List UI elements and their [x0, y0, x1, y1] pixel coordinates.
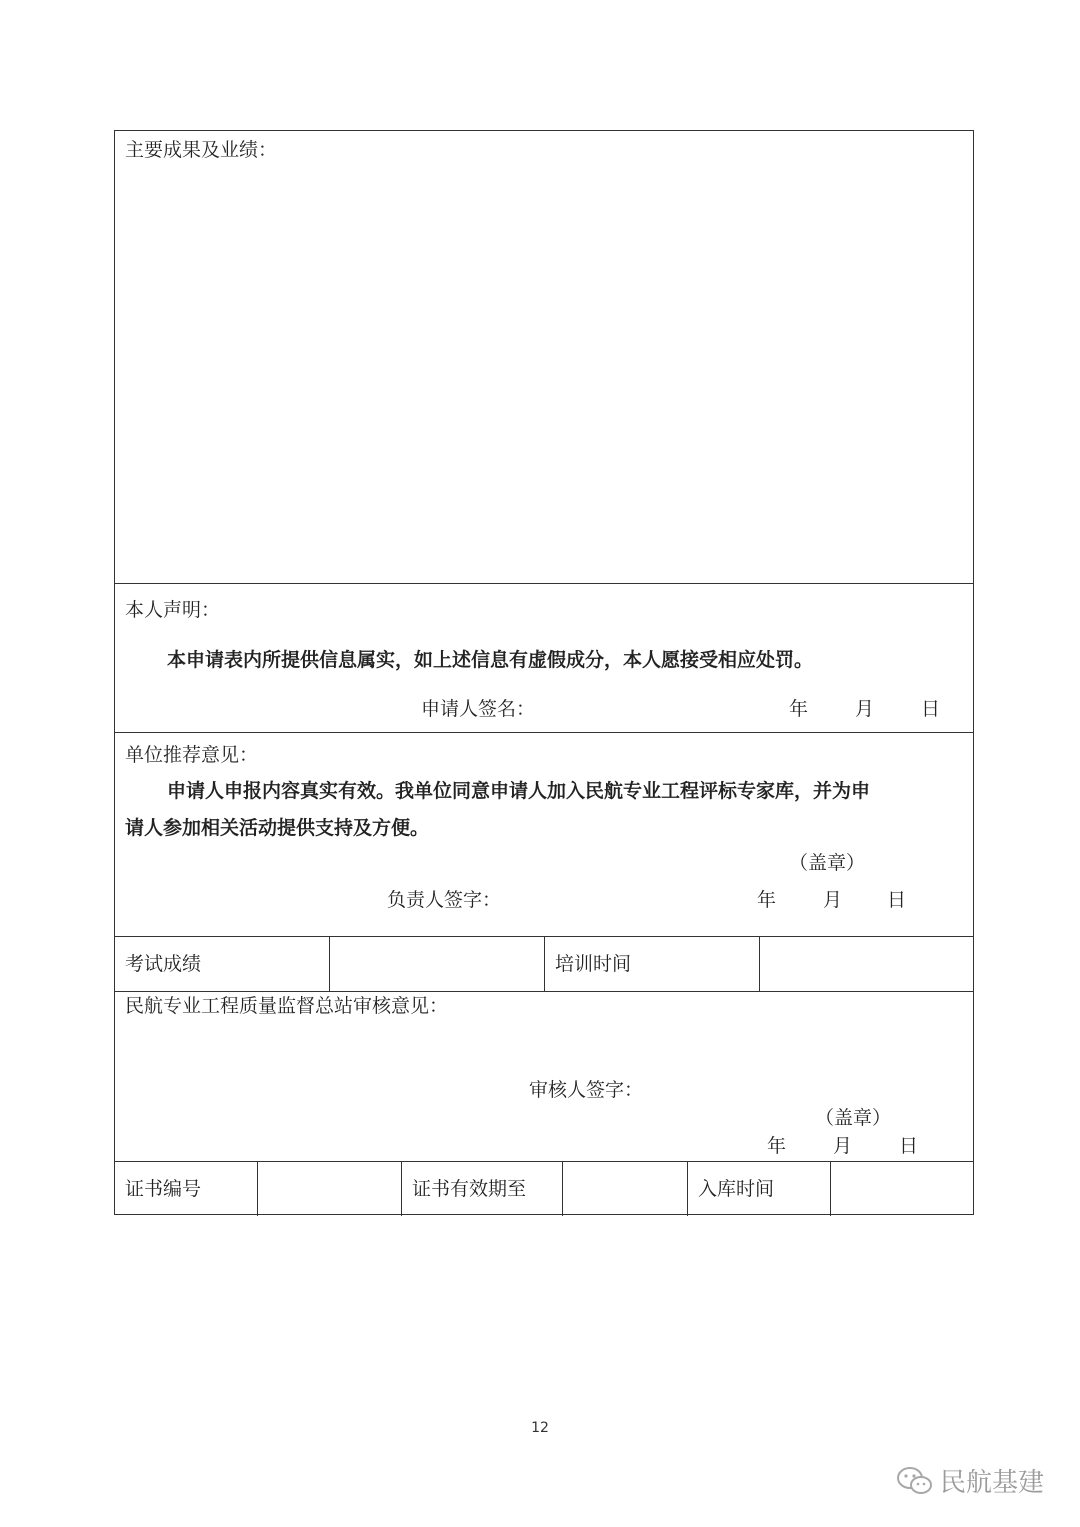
responsible-person-signature-label: 负责人签字：: [387, 889, 502, 911]
cell-divider: [257, 1161, 258, 1216]
review-label: 民航专业工程质量监督总站审核意见：: [125, 995, 449, 1017]
declaration-month: 月: [855, 698, 875, 720]
review-month: 月: [833, 1135, 853, 1157]
unit-recommendation-label: 单位推荐意见：: [125, 744, 259, 766]
declaration-day: 日: [921, 698, 941, 720]
watermark: [896, 1462, 1044, 1499]
declaration-label: 本人声明：: [125, 599, 221, 621]
divider: [115, 732, 973, 733]
divider: [115, 583, 973, 584]
cell-divider: [329, 936, 330, 991]
achievements-label: 主要成果及业绩：: [125, 139, 278, 161]
unit-month: 月: [823, 889, 843, 911]
certificate-valid-until-field[interactable]: [564, 1163, 686, 1214]
declaration-statement: 本申请表内所提供信息属实，如上述信息有虚假成分，本人愿接受相应处罚。: [167, 649, 814, 671]
unit-seal-label: （盖章）: [789, 852, 866, 874]
achievements-field[interactable]: [115, 161, 973, 581]
wechat-icon: [896, 1465, 934, 1497]
review-year: 年: [767, 1135, 787, 1157]
divider: [115, 991, 973, 992]
exam-score-label: 考试成绩: [125, 953, 202, 975]
training-time-label: 培训时间: [555, 953, 632, 975]
unit-recommendation-statement-line2: 请人参加相关活动提供支持及方便。: [125, 817, 430, 839]
certificate-valid-until-label: 证书有效期至: [412, 1178, 527, 1200]
training-time-field[interactable]: [761, 938, 973, 990]
review-seal-label: （盖章）: [815, 1107, 892, 1129]
entry-time-label: 入库时间: [698, 1178, 775, 1200]
applicant-signature-label: 申请人签名：: [421, 698, 536, 720]
page-number: 12: [531, 1420, 549, 1436]
cell-divider: [544, 936, 545, 991]
reviewer-signature-label: 审核人签字：: [529, 1079, 644, 1101]
certificate-number-label: 证书编号: [125, 1178, 202, 1200]
application-form: [114, 130, 974, 1215]
entry-time-field[interactable]: [832, 1163, 973, 1214]
divider: [115, 1161, 973, 1162]
unit-recommendation-statement-line1: 申请人申报内容真实有效。我单位同意申请人加入民航专业工程评标专家库，并为申: [167, 780, 871, 802]
cell-divider: [830, 1161, 831, 1216]
review-day: 日: [899, 1135, 919, 1157]
cell-divider: [401, 1161, 402, 1216]
unit-year: 年: [757, 889, 777, 911]
declaration-year: 年: [789, 698, 809, 720]
cell-divider: [562, 1161, 563, 1216]
cell-divider: [687, 1161, 688, 1216]
cell-divider: [759, 936, 760, 991]
watermark-text: 民航基建: [940, 1468, 1045, 1498]
unit-day: 日: [887, 889, 907, 911]
certificate-number-field[interactable]: [259, 1163, 400, 1214]
exam-score-field[interactable]: [331, 938, 543, 990]
